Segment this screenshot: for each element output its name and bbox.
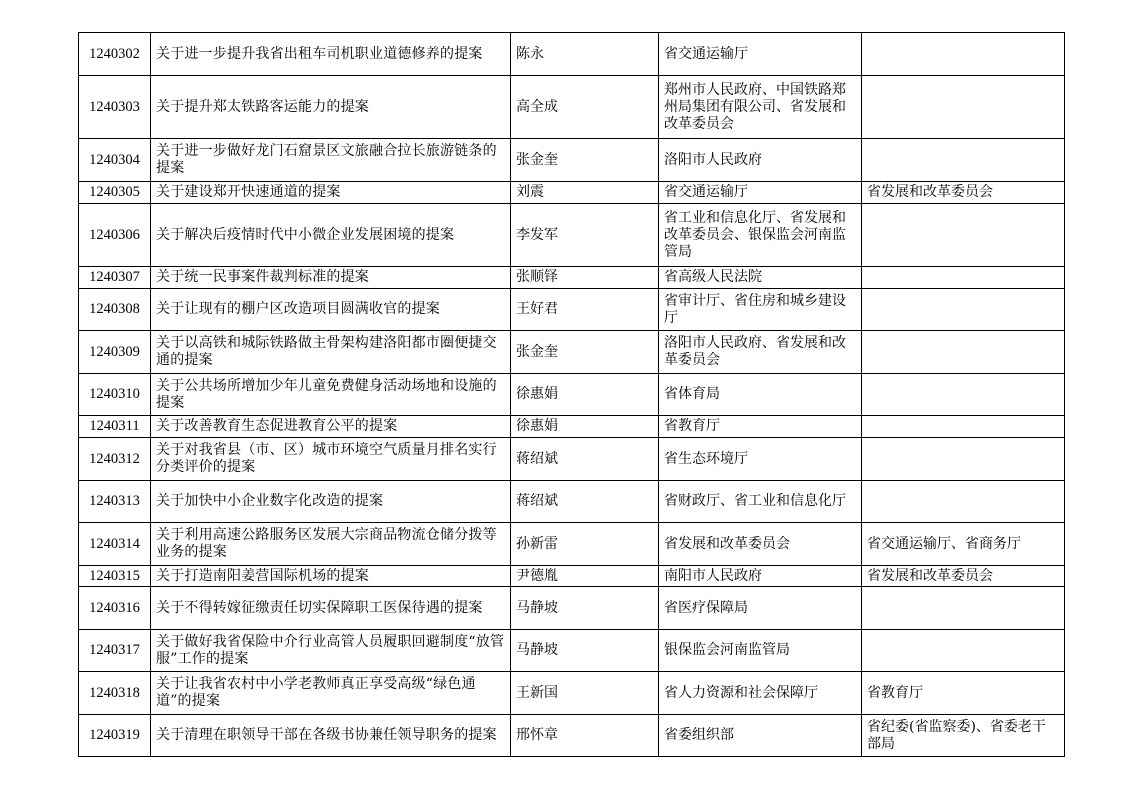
main-handling-unit: 省生态环境厅 xyxy=(659,438,862,481)
proposer-name: 高全成 xyxy=(511,76,659,139)
proposer-name: 刘震 xyxy=(511,182,659,204)
proposer-name: 王好君 xyxy=(511,289,659,331)
proposal-table xyxy=(78,32,1065,757)
co-handling-unit xyxy=(862,630,1065,672)
main-handling-unit: 省教育厅 xyxy=(659,416,862,438)
proposal-number: 1240307 xyxy=(79,267,151,289)
table-row xyxy=(79,438,1065,481)
proposal-number: 1240312 xyxy=(79,438,151,481)
proposal-title: 关于以高铁和城际铁路做主骨架构建洛阳都市圈便捷交通的提案 xyxy=(151,331,511,374)
proposer-name: 蒋绍斌 xyxy=(511,481,659,523)
proposal-number: 1240302 xyxy=(79,33,151,76)
proposal-title: 关于进一步做好龙门石窟景区文旅融合拉长旅游链条的提案 xyxy=(151,139,511,182)
table-row xyxy=(79,267,1065,289)
main-handling-unit: 洛阳市人民政府、省发展和改革委员会 xyxy=(659,331,862,374)
main-handling-unit: 省人力资源和社会保障厅 xyxy=(659,672,862,715)
table-row xyxy=(79,630,1065,672)
proposal-title: 关于加快中小企业数字化改造的提案 xyxy=(151,481,511,523)
co-handling-unit xyxy=(862,438,1065,481)
proposal-number: 1240317 xyxy=(79,630,151,672)
proposer-name: 马静坡 xyxy=(511,630,659,672)
proposal-title: 关于统一民事案件裁判标准的提案 xyxy=(151,267,511,289)
proposer-name: 蒋绍斌 xyxy=(511,438,659,481)
main-handling-unit: 省财政厅、省工业和信息化厅 xyxy=(659,481,862,523)
table-row xyxy=(79,289,1065,331)
proposal-number: 1240303 xyxy=(79,76,151,139)
table-row xyxy=(79,331,1065,374)
proposer-name: 王新国 xyxy=(511,672,659,715)
proposal-title: 关于公共场所增加少年儿童免费健身活动场地和设施的提案 xyxy=(151,374,511,416)
proposer-name: 尹德胤 xyxy=(511,566,659,587)
proposer-name: 孙新雷 xyxy=(511,523,659,566)
proposal-number: 1240304 xyxy=(79,139,151,182)
proposal-title: 关于进一步提升我省出租车司机职业道德修养的提案 xyxy=(151,33,511,76)
proposal-title: 关于改善教育生态促进教育公平的提案 xyxy=(151,416,511,438)
co-handling-unit: 省教育厅 xyxy=(862,672,1065,715)
proposal-table-body xyxy=(79,33,1065,757)
proposal-number: 1240308 xyxy=(79,289,151,331)
co-handling-unit xyxy=(862,416,1065,438)
proposal-title: 关于清理在职领导干部在各级书协兼任领导职务的提案 xyxy=(151,715,511,757)
co-handling-unit: 省发展和改革委员会 xyxy=(862,566,1065,587)
proposer-name: 李发军 xyxy=(511,204,659,267)
main-handling-unit: 洛阳市人民政府 xyxy=(659,139,862,182)
proposal-title: 关于提升郑太铁路客运能力的提案 xyxy=(151,76,511,139)
table-row xyxy=(79,374,1065,416)
main-handling-unit: 省发展和改革委员会 xyxy=(659,523,862,566)
proposer-name: 徐惠娟 xyxy=(511,416,659,438)
proposal-number: 1240313 xyxy=(79,481,151,523)
main-handling-unit: 省交通运输厅 xyxy=(659,182,862,204)
co-handling-unit xyxy=(862,139,1065,182)
table-row xyxy=(79,587,1065,630)
table-row xyxy=(79,33,1065,76)
table-row xyxy=(79,182,1065,204)
proposal-title: 关于做好我省保险中介行业高管人员履职回避制度“放管服”工作的提案 xyxy=(151,630,511,672)
main-handling-unit: 银保监会河南监管局 xyxy=(659,630,862,672)
main-handling-unit: 南阳市人民政府 xyxy=(659,566,862,587)
proposer-name: 马静坡 xyxy=(511,587,659,630)
proposal-title: 关于让现有的棚户区改造项目圆满收官的提案 xyxy=(151,289,511,331)
main-handling-unit: 省工业和信息化厅、省发展和改革委员会、银保监会河南监管局 xyxy=(659,204,862,267)
main-handling-unit: 省交通运输厅 xyxy=(659,33,862,76)
proposal-number: 1240318 xyxy=(79,672,151,715)
co-handling-unit xyxy=(862,76,1065,139)
proposal-title: 关于打造南阳姜营国际机场的提案 xyxy=(151,566,511,587)
co-handling-unit xyxy=(862,481,1065,523)
proposal-title: 关于利用高速公路服务区发展大宗商品物流仓储分拨等业务的提案 xyxy=(151,523,511,566)
main-handling-unit: 省高级人民法院 xyxy=(659,267,862,289)
proposal-number: 1240314 xyxy=(79,523,151,566)
table-row xyxy=(79,204,1065,267)
co-handling-unit xyxy=(862,331,1065,374)
table-row xyxy=(79,672,1065,715)
co-handling-unit xyxy=(862,587,1065,630)
main-handling-unit: 省医疗保障局 xyxy=(659,587,862,630)
main-handling-unit: 省审计厅、省住房和城乡建设厅 xyxy=(659,289,862,331)
table-row xyxy=(79,139,1065,182)
table-row xyxy=(79,76,1065,139)
proposal-number: 1240310 xyxy=(79,374,151,416)
proposal-number: 1240309 xyxy=(79,331,151,374)
table-row xyxy=(79,416,1065,438)
table-row xyxy=(79,715,1065,757)
co-handling-unit xyxy=(862,374,1065,416)
proposer-name: 张顺铎 xyxy=(511,267,659,289)
proposer-name: 陈永 xyxy=(511,33,659,76)
proposal-number: 1240316 xyxy=(79,587,151,630)
proposer-name: 张金奎 xyxy=(511,331,659,374)
proposal-title: 关于解决后疫情时代中小微企业发展困境的提案 xyxy=(151,204,511,267)
proposal-number: 1240315 xyxy=(79,566,151,587)
proposal-title: 关于建设郑开快速通道的提案 xyxy=(151,182,511,204)
proposer-name: 邢怀章 xyxy=(511,715,659,757)
proposer-name: 张金奎 xyxy=(511,139,659,182)
proposal-number: 1240319 xyxy=(79,715,151,757)
proposal-title: 关于对我省县（市、区）城市环境空气质量月排名实行分类评价的提案 xyxy=(151,438,511,481)
proposal-number: 1240311 xyxy=(79,416,151,438)
table-row xyxy=(79,523,1065,566)
table-row xyxy=(79,481,1065,523)
co-handling-unit xyxy=(862,33,1065,76)
table-row xyxy=(79,566,1065,587)
co-handling-unit: 省纪委(省监察委)、省委老干部局 xyxy=(862,715,1065,757)
proposer-name: 徐惠娟 xyxy=(511,374,659,416)
co-handling-unit xyxy=(862,267,1065,289)
main-handling-unit: 郑州市人民政府、中国铁路郑州局集团有限公司、省发展和改革委员会 xyxy=(659,76,862,139)
proposal-number: 1240305 xyxy=(79,182,151,204)
co-handling-unit: 省发展和改革委员会 xyxy=(862,182,1065,204)
main-handling-unit: 省委组织部 xyxy=(659,715,862,757)
proposal-title: 关于不得转嫁征缴责任切实保障职工医保待遇的提案 xyxy=(151,587,511,630)
co-handling-unit xyxy=(862,289,1065,331)
main-handling-unit: 省体育局 xyxy=(659,374,862,416)
proposal-number: 1240306 xyxy=(79,204,151,267)
co-handling-unit: 省交通运输厅、省商务厅 xyxy=(862,523,1065,566)
proposal-title: 关于让我省农村中小学老教师真正享受高级“绿色通道”的提案 xyxy=(151,672,511,715)
co-handling-unit xyxy=(862,204,1065,267)
